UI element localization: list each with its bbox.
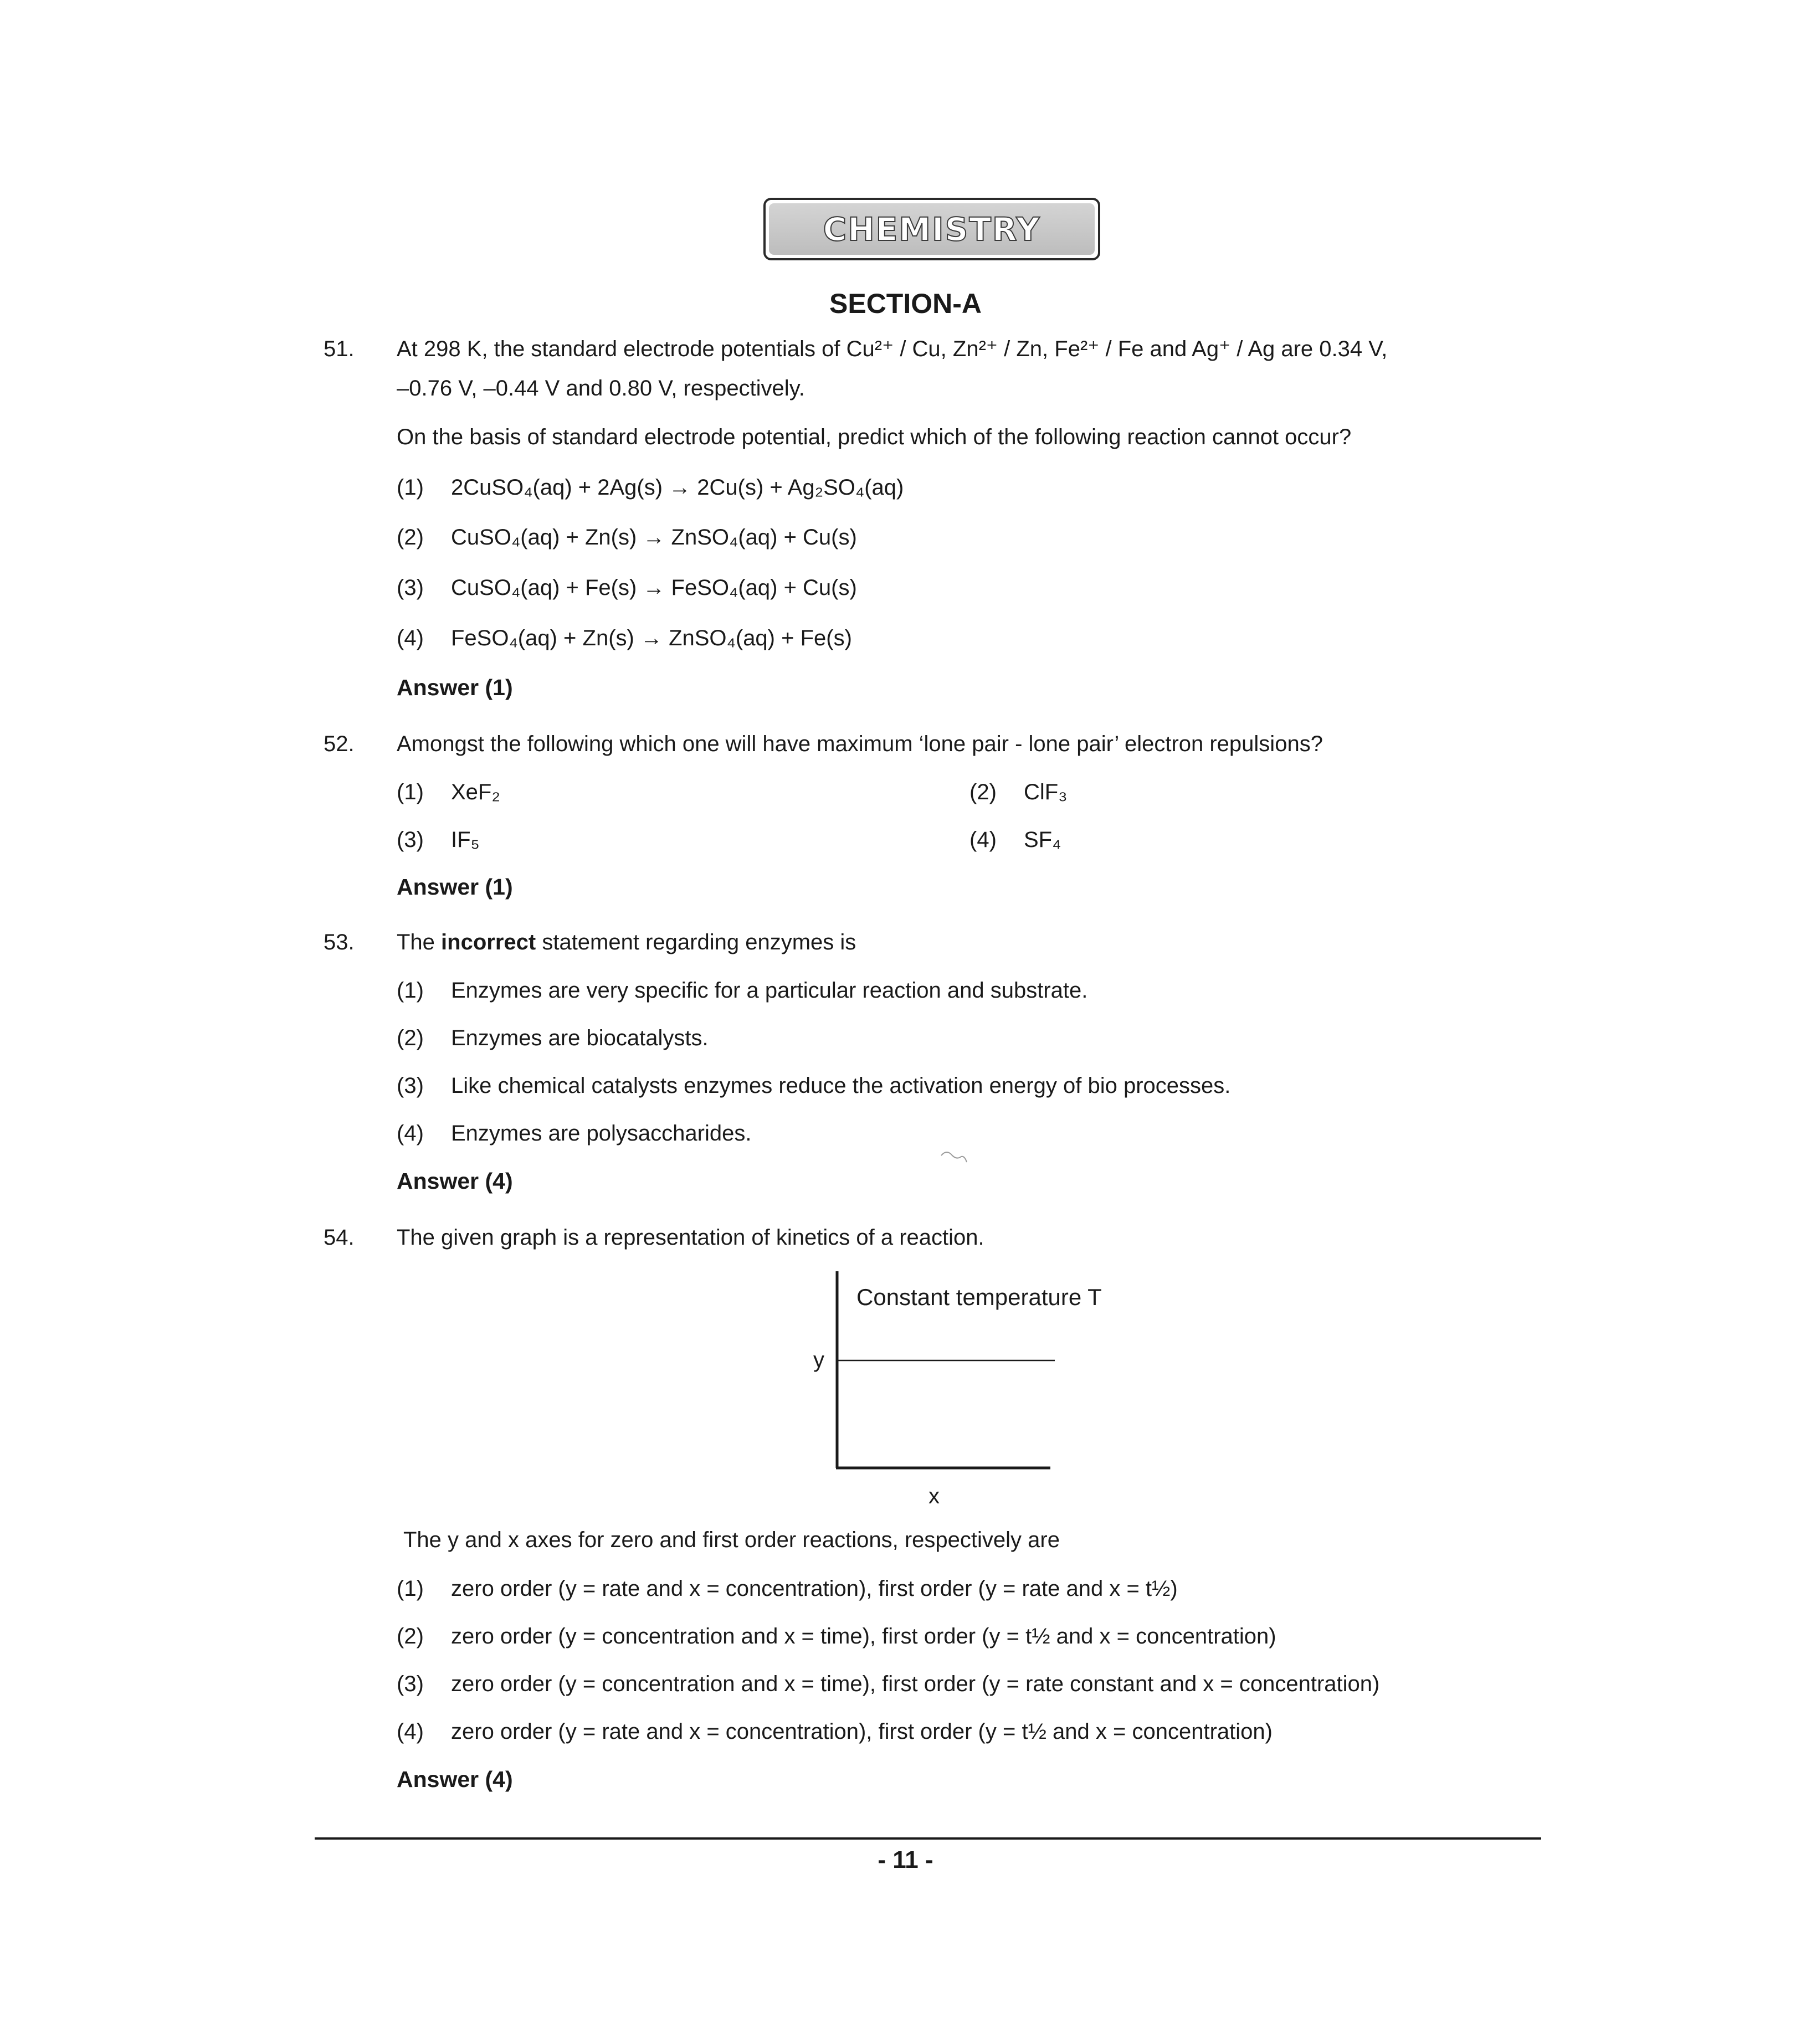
option-text: ClF₃ [1024, 780, 1068, 804]
option-text: XeF₂ [451, 780, 500, 804]
option-text: CuSO₄(aq) + Zn(s) → ZnSO₄(aq) + Cu(s) [451, 525, 857, 549]
page-number: - 11 - [878, 1846, 933, 1873]
question-text-emphasis: incorrect [441, 930, 536, 954]
option-text: Enzymes are very specific for a particular reaction and substrate. [451, 978, 1088, 1003]
option-number: (1) [397, 978, 424, 1003]
option-number: (3) [397, 1074, 424, 1098]
option-number: (1) [397, 475, 424, 500]
option-text: Enzymes are biocatalysts. [451, 1026, 709, 1050]
option-text: 2CuSO₄(aq) + 2Ag(s) → 2Cu(s) + Ag₂SO₄(aq) [451, 475, 904, 500]
option-text: IF₅ [451, 828, 480, 852]
option-number: (1) [397, 780, 424, 804]
option-number: (4) [397, 1719, 424, 1744]
question-number: 52. [324, 732, 355, 756]
option-text: zero order (y = rate and x = concentration), first order (y = rate and x = t½) [451, 1576, 1178, 1601]
subject-banner [763, 198, 1100, 260]
question-text-line: At 298 K, the standard electrode potentials of Cu²⁺ / Cu, Zn²⁺ / Zn, Fe²⁺ / Fe and Ag⁺ / Ag are 0.34 V, [397, 337, 1388, 361]
question-number: 51. [324, 337, 355, 361]
graph-y-label: y [813, 1348, 824, 1372]
answer-label: Answer (4) [397, 1168, 513, 1194]
question-text [397, 928, 856, 956]
question-prompt: The y and x axes for zero and first order reactions, respectively are [403, 1528, 1060, 1552]
graph-x-label: x [928, 1484, 940, 1508]
subject-banner-text: CHEMISTRY [823, 210, 1041, 248]
option-number: (4) [397, 626, 424, 650]
option-text: Like chemical catalysts enzymes reduce the activation energy of bio processes. [451, 1074, 1231, 1098]
graph-label: Constant temperature T [856, 1284, 1102, 1310]
option-number: (3) [397, 1672, 424, 1696]
question-text-line: –0.76 V, –0.44 V and 0.80 V, respectively. [397, 376, 805, 400]
answer-label: Answer (1) [397, 874, 513, 900]
question-text: The given graph is a representation of kinetics of a reaction. [397, 1225, 984, 1250]
option-text: CuSO₄(aq) + Fe(s) → FeSO₄(aq) + Cu(s) [451, 576, 857, 600]
option-number: (2) [969, 780, 997, 804]
question-text: Amongst the following which one will have maximum ‘lone pair - lone pair’ electron repulsions? [397, 732, 1323, 756]
option-number: (2) [397, 1026, 424, 1050]
footer-divider [315, 1837, 1541, 1840]
kinetics-graph [798, 1268, 1119, 1523]
option-number: (4) [397, 1121, 424, 1146]
option-text: SF₄ [1024, 828, 1061, 852]
option-text: zero order (y = concentration and x = time), first order (y = t½ and x = concentration) [451, 1624, 1276, 1648]
question-number: 54. [324, 1225, 355, 1250]
option-number: (3) [397, 828, 424, 852]
option-text: zero order (y = rate and x = concentration), first order (y = t½ and x = concentration) [451, 1719, 1273, 1744]
question-text-part: The [397, 930, 442, 954]
answer-label: Answer (1) [397, 675, 513, 700]
option-text: Enzymes are polysaccharides. [451, 1121, 752, 1146]
question-number: 53. [324, 930, 355, 954]
question-text-part: statement regarding enzymes is [536, 930, 856, 954]
option-number: (2) [397, 1624, 424, 1648]
option-number: (4) [969, 828, 997, 852]
option-number: (3) [397, 576, 424, 600]
subject-banner-inner [769, 203, 1095, 255]
section-heading: SECTION-A [829, 288, 982, 319]
option-number: (2) [397, 525, 424, 549]
option-text: FeSO₄(aq) + Zn(s) → ZnSO₄(aq) + Fe(s) [451, 626, 852, 650]
question-text-line: On the basis of standard electrode potential, predict which of the following reaction cannot occur? [397, 425, 1352, 449]
answer-label: Answer (4) [397, 1766, 513, 1792]
option-number: (1) [397, 1576, 424, 1601]
scan-mark [939, 1148, 972, 1170]
option-text: zero order (y = concentration and x = time), first order (y = rate constant and x = concentration) [451, 1672, 1380, 1696]
